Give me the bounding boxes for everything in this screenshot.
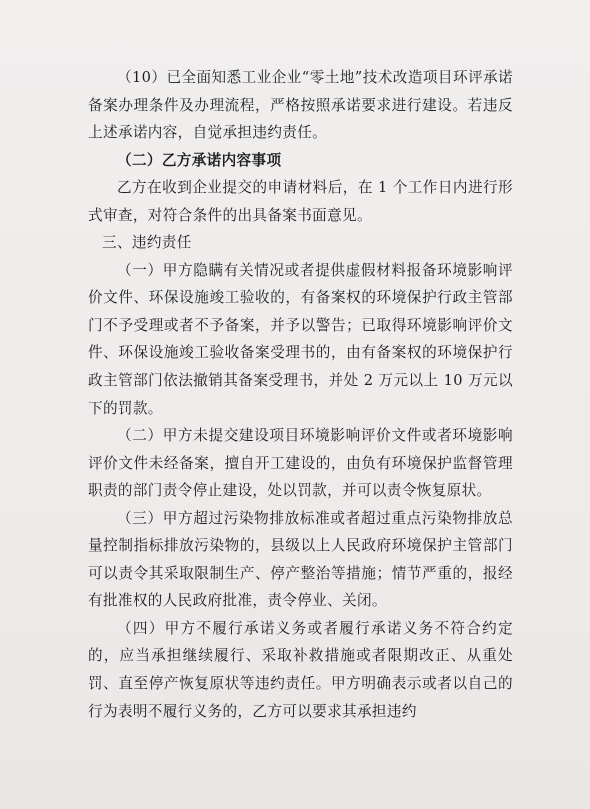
paragraph-breach-item-2: （二）甲方未提交建设项目环境影响评价文件或者环境影响评价文件未经备案，擅自开工建设的，由负有环境保护监督管理职责的部门责令停止建设，处以罚款，并可以责令恢复原状。: [88, 427, 513, 500]
subheading-party-b-commitments: （二）乙方承诺内容事项: [117, 151, 282, 169]
paragraph-party-b-review: 乙方在收到企业提交的申请材料后，在 1 个工作日内进行形式审查，对符合条件的出具备案书面意见。: [88, 179, 513, 224]
document-body: [88, 64, 513, 725]
section-heading-breach-liability: 三、违约责任: [102, 234, 192, 252]
paragraph-commitment-10: （10）已全面知悉工业企业“零土地”技术改造项目环评承诺备案办理条件及办理流程，严格按照承诺要求进行建设。若违反上述承诺内容，自觉承担违约责任。: [88, 69, 513, 142]
paragraph-breach-item-4: （四）甲方不履行承诺义务或者履行承诺义务不符合约定的，应当承担继续履行、采取补救措施或者限期改正、从重处罚、直至停产恢复原状等违约责任。甲方明确表示或者以自己的行为表明不履行义务的，乙方可以要求其承担违约: [88, 619, 513, 720]
paragraph-breach-item-1: （一）甲方隐瞒有关情况或者提供虚假材料报备环境影响评价文件、环保设施竣工验收的，有备案权的环境保护行政主管部门不予受理或者不予备案，并予以警告；已取得环境影响评价文件、环保设施竣工验收备案受理书的，由有备案权的环境保护行政主管部门依法撤销其备案受理书，并处 2 万元以上 10 万元以下的罚款。: [88, 261, 513, 417]
paragraph-breach-item-3: （三）甲方超过污染物排放标准或者超过重点污染物排放总量控制指标排放污染物的，县级以上人民政府环境保护主管部门可以责令其采取限制生产、停产整治等措施；情节严重的，报经有批准权的人民政府批准，责令停业、关闭。: [88, 509, 513, 610]
